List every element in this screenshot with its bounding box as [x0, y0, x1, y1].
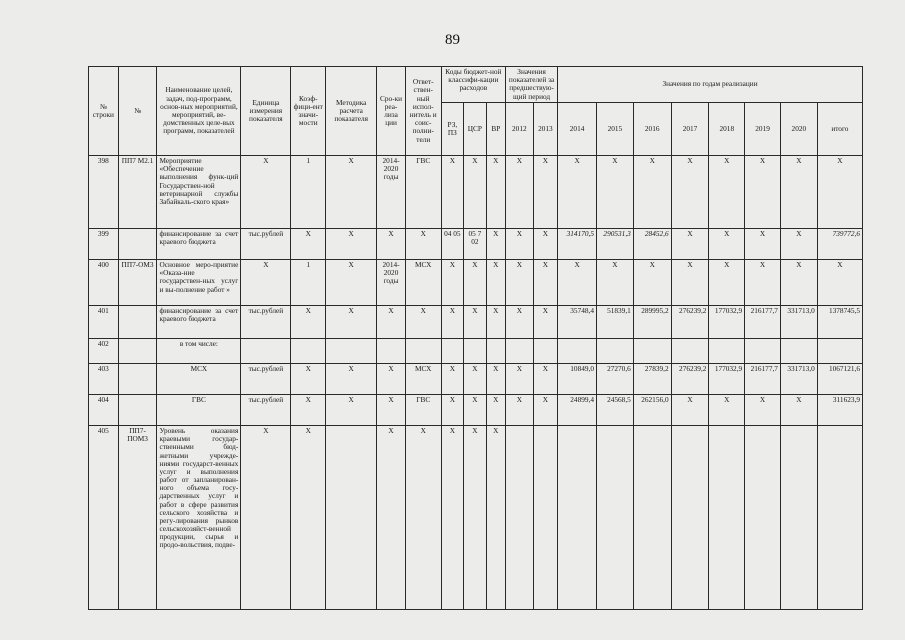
- row-2013: X: [533, 364, 558, 395]
- row-rz: X: [441, 260, 463, 306]
- row-vr: X: [486, 260, 505, 306]
- row-csr: X: [464, 260, 486, 306]
- row-code: ПП7-ОМ3: [118, 260, 157, 306]
- row-2020: X: [780, 260, 817, 306]
- row-vr: X: [486, 156, 505, 229]
- header-method: Методика расчета показателя: [326, 67, 377, 156]
- row-2014: 35748,4: [558, 306, 597, 339]
- row-number: 402: [89, 339, 119, 364]
- header-2013: 2013: [533, 103, 558, 156]
- row-csr: X: [464, 364, 486, 395]
- row-rz: [441, 339, 463, 364]
- row-coef: X: [291, 426, 326, 610]
- row-executor: ГВС: [405, 395, 441, 426]
- row-2012: X: [506, 364, 534, 395]
- table-row: [89, 260, 863, 306]
- row-coef: 1: [291, 156, 326, 229]
- row-2019: 216177,7: [745, 364, 781, 395]
- row-2020: 331713,0: [780, 364, 817, 395]
- row-code: [118, 395, 157, 426]
- row-2018: 177032,9: [709, 364, 745, 395]
- row-vr: X: [486, 229, 505, 260]
- row-terms: [377, 339, 406, 364]
- row-2016: [633, 426, 671, 610]
- row-rz: 04 05: [441, 229, 463, 260]
- row-2015: [597, 426, 634, 610]
- row-2013: X: [533, 229, 558, 260]
- row-total: 311623,9: [817, 395, 862, 426]
- header-prev-values: Значения показателей за предшествую-щий период: [506, 67, 558, 103]
- row-2017: X: [671, 229, 709, 260]
- row-name: ГВС: [157, 395, 241, 426]
- row-2012: X: [506, 156, 534, 229]
- row-2017: X: [671, 395, 709, 426]
- header-name: Наименование целей, задач, под-программ, основ-ных мероприятий, мероприятий, ве-домственных целе-вых программ, показателей: [157, 67, 241, 156]
- row-csr: 05 7 02: [464, 229, 486, 260]
- row-2019: X: [745, 229, 781, 260]
- row-2017: X: [671, 260, 709, 306]
- row-total: 1378745,5: [817, 306, 862, 339]
- row-csr: [464, 339, 486, 364]
- row-2016: X: [633, 260, 671, 306]
- row-vr: [486, 339, 505, 364]
- page-number: 89: [445, 32, 460, 48]
- row-unit: [241, 339, 291, 364]
- row-csr: X: [464, 426, 486, 610]
- row-executor: МСХ: [405, 260, 441, 306]
- row-number: 403: [89, 364, 119, 395]
- row-2013: [533, 426, 558, 610]
- row-vr: X: [486, 426, 505, 610]
- table-row: [89, 306, 863, 339]
- row-2018: 177032,9: [709, 306, 745, 339]
- row-terms: X: [377, 306, 406, 339]
- row-2019: X: [745, 395, 781, 426]
- row-coef: X: [291, 229, 326, 260]
- row-2018: [709, 426, 745, 610]
- row-executor: МСХ: [405, 364, 441, 395]
- row-terms: X: [377, 364, 406, 395]
- row-coef: [291, 339, 326, 364]
- row-2017: 276239,2: [671, 306, 709, 339]
- row-2020: X: [780, 395, 817, 426]
- row-2019: 216177,7: [745, 306, 781, 339]
- row-number: 404: [89, 395, 119, 426]
- header-2019: 2019: [745, 103, 781, 156]
- row-2018: X: [709, 229, 745, 260]
- row-2019: [745, 339, 781, 364]
- row-rz: X: [441, 395, 463, 426]
- row-name: в том числе:: [157, 339, 241, 364]
- row-coef: X: [291, 395, 326, 426]
- row-code: ПП7-ПОМ3: [118, 426, 157, 610]
- row-rz: X: [441, 364, 463, 395]
- row-2019: X: [745, 156, 781, 229]
- header-total: итого: [817, 103, 862, 156]
- row-number: 398: [89, 156, 119, 229]
- row-2013: [533, 339, 558, 364]
- row-2016: 27839,2: [633, 364, 671, 395]
- row-rz: X: [441, 426, 463, 610]
- header-2017: 2017: [671, 103, 709, 156]
- row-vr: X: [486, 395, 505, 426]
- program-table: [88, 66, 863, 610]
- row-number: 405: [89, 426, 119, 610]
- row-method: X: [326, 395, 377, 426]
- row-2014: 10849,0: [558, 364, 597, 395]
- row-2015: X: [597, 260, 634, 306]
- row-name: Уровень оказания краевыми государ-ственными бюд-жетными учрежде-ниями государст-венных услуг и выполнения работ от запланирован-ного объема госу-дарственных услуг и работ в сфере развития сельского хозяйства и регу-лирования рынков сельскохозяйст-венной продукции, сырья и продо-вольствия, подве-: [157, 426, 241, 610]
- row-2014: 24899,4: [558, 395, 597, 426]
- header-2020: 2020: [780, 103, 817, 156]
- row-2018: X: [709, 260, 745, 306]
- row-2015: 290531,3: [597, 229, 634, 260]
- row-2012: [506, 339, 534, 364]
- row-2020: [780, 339, 817, 364]
- table-row: [89, 229, 863, 260]
- row-2017: X: [671, 156, 709, 229]
- row-unit: тыс.рублей: [241, 306, 291, 339]
- row-2013: X: [533, 260, 558, 306]
- table-row: [89, 426, 863, 610]
- row-executor: ГВС: [405, 156, 441, 229]
- row-2018: X: [709, 156, 745, 229]
- row-2013: X: [533, 306, 558, 339]
- row-2017: [671, 426, 709, 610]
- row-2020: 331713,0: [780, 306, 817, 339]
- table-row: [89, 339, 863, 364]
- table-row: [89, 395, 863, 426]
- row-2016: 289995,2: [633, 306, 671, 339]
- row-unit: тыс.рублей: [241, 364, 291, 395]
- header-budget-codes: Коды бюджет-ной классифи-кации расходов: [441, 67, 505, 103]
- header-2018: 2018: [709, 103, 745, 156]
- row-terms: X: [377, 426, 406, 610]
- row-2020: X: [780, 229, 817, 260]
- row-2012: X: [506, 306, 534, 339]
- row-method: [326, 426, 377, 610]
- header-executor: Ответ-ствен-ный испол-нитель и соис-полни-тели: [405, 67, 441, 156]
- header-vr: ВР: [486, 103, 505, 156]
- row-unit: X: [241, 156, 291, 229]
- row-code: ПП7 М2.1: [118, 156, 157, 229]
- row-2016: [633, 339, 671, 364]
- row-2015: 51839,1: [597, 306, 634, 339]
- row-number: 401: [89, 306, 119, 339]
- table-row: [89, 364, 863, 395]
- row-csr: X: [464, 306, 486, 339]
- row-executor: X: [405, 306, 441, 339]
- row-name: Мероприятие «Обеспечение выполнения функ-ций Государствен-ной ветеринарной службы Забайкаль-ского края»: [157, 156, 241, 229]
- header-code: №: [118, 67, 157, 156]
- row-method: X: [326, 364, 377, 395]
- row-terms: 2014-2020 годы: [377, 156, 406, 229]
- row-2012: X: [506, 395, 534, 426]
- row-executor: X: [405, 229, 441, 260]
- row-coef: X: [291, 306, 326, 339]
- row-name: МСХ: [157, 364, 241, 395]
- row-method: X: [326, 156, 377, 229]
- row-2015: 24568,5: [597, 395, 634, 426]
- row-2016: 262156,0: [633, 395, 671, 426]
- row-total: 1067121,6: [817, 364, 862, 395]
- row-2014: 314170,5: [558, 229, 597, 260]
- header-unit: Единица измерения показателя: [241, 67, 291, 156]
- row-executor: [405, 339, 441, 364]
- header-row-1: [89, 67, 863, 103]
- row-2014: X: [558, 156, 597, 229]
- row-2014: [558, 426, 597, 610]
- row-terms: X: [377, 229, 406, 260]
- header-2014: 2014: [558, 103, 597, 156]
- row-code: [118, 339, 157, 364]
- row-code: [118, 229, 157, 260]
- header-csr: ЦСР: [464, 103, 486, 156]
- row-coef: X: [291, 364, 326, 395]
- row-total: [817, 426, 862, 610]
- header-2016: 2016: [633, 103, 671, 156]
- row-unit: X: [241, 260, 291, 306]
- row-total: 739772,6: [817, 229, 862, 260]
- row-total: [817, 339, 862, 364]
- header-2012: 2012: [506, 103, 534, 156]
- row-2016: X: [633, 156, 671, 229]
- row-method: X: [326, 229, 377, 260]
- row-unit: X: [241, 426, 291, 610]
- table-row: [89, 156, 863, 229]
- header-2015: 2015: [597, 103, 634, 156]
- row-2012: X: [506, 229, 534, 260]
- row-2015: 27270,6: [597, 364, 634, 395]
- row-rz: X: [441, 156, 463, 229]
- row-2014: [558, 339, 597, 364]
- row-csr: X: [464, 395, 486, 426]
- row-unit: тыс.рублей: [241, 229, 291, 260]
- row-coef: 1: [291, 260, 326, 306]
- row-2013: X: [533, 156, 558, 229]
- row-2015: [597, 339, 634, 364]
- row-name: финансирование за счет краевого бюджета: [157, 306, 241, 339]
- row-method: [326, 339, 377, 364]
- row-2013: X: [533, 395, 558, 426]
- row-2018: [709, 339, 745, 364]
- row-vr: X: [486, 364, 505, 395]
- row-2014: X: [558, 260, 597, 306]
- row-2017: 276239,2: [671, 364, 709, 395]
- row-total: X: [817, 156, 862, 229]
- row-csr: X: [464, 156, 486, 229]
- row-vr: X: [486, 306, 505, 339]
- row-2015: X: [597, 156, 634, 229]
- header-row-number: № строки: [89, 67, 119, 156]
- row-number: 399: [89, 229, 119, 260]
- row-method: X: [326, 260, 377, 306]
- row-2019: [745, 426, 781, 610]
- row-name: Основное меро-приятие «Оказа-ние государствен-ных услуг и вы-полнение работ »: [157, 260, 241, 306]
- header-rz: РЗ, ПЗ: [441, 103, 463, 156]
- row-2017: [671, 339, 709, 364]
- header-terms: Сро-ки реа-лиза ции: [377, 67, 406, 156]
- row-2012: [506, 426, 534, 610]
- row-2020: [780, 426, 817, 610]
- row-rz: X: [441, 306, 463, 339]
- row-terms: X: [377, 395, 406, 426]
- row-unit: тыс.рублей: [241, 395, 291, 426]
- row-terms: 2014-2020 годы: [377, 260, 406, 306]
- row-name: финансирование за счет краевого бюджета: [157, 229, 241, 260]
- row-2019: X: [745, 260, 781, 306]
- row-2012: X: [506, 260, 534, 306]
- row-total: X: [817, 260, 862, 306]
- row-method: X: [326, 306, 377, 339]
- row-number: 400: [89, 260, 119, 306]
- header-by-years: Значения по годам реализации: [558, 67, 863, 103]
- row-2016: 28452,6: [633, 229, 671, 260]
- header-coefficient: Коэф-фици-ент значи-мости: [291, 67, 326, 156]
- row-executor: X: [405, 426, 441, 610]
- row-2018: X: [709, 395, 745, 426]
- row-code: [118, 364, 157, 395]
- row-code: [118, 306, 157, 339]
- row-2020: X: [780, 156, 817, 229]
